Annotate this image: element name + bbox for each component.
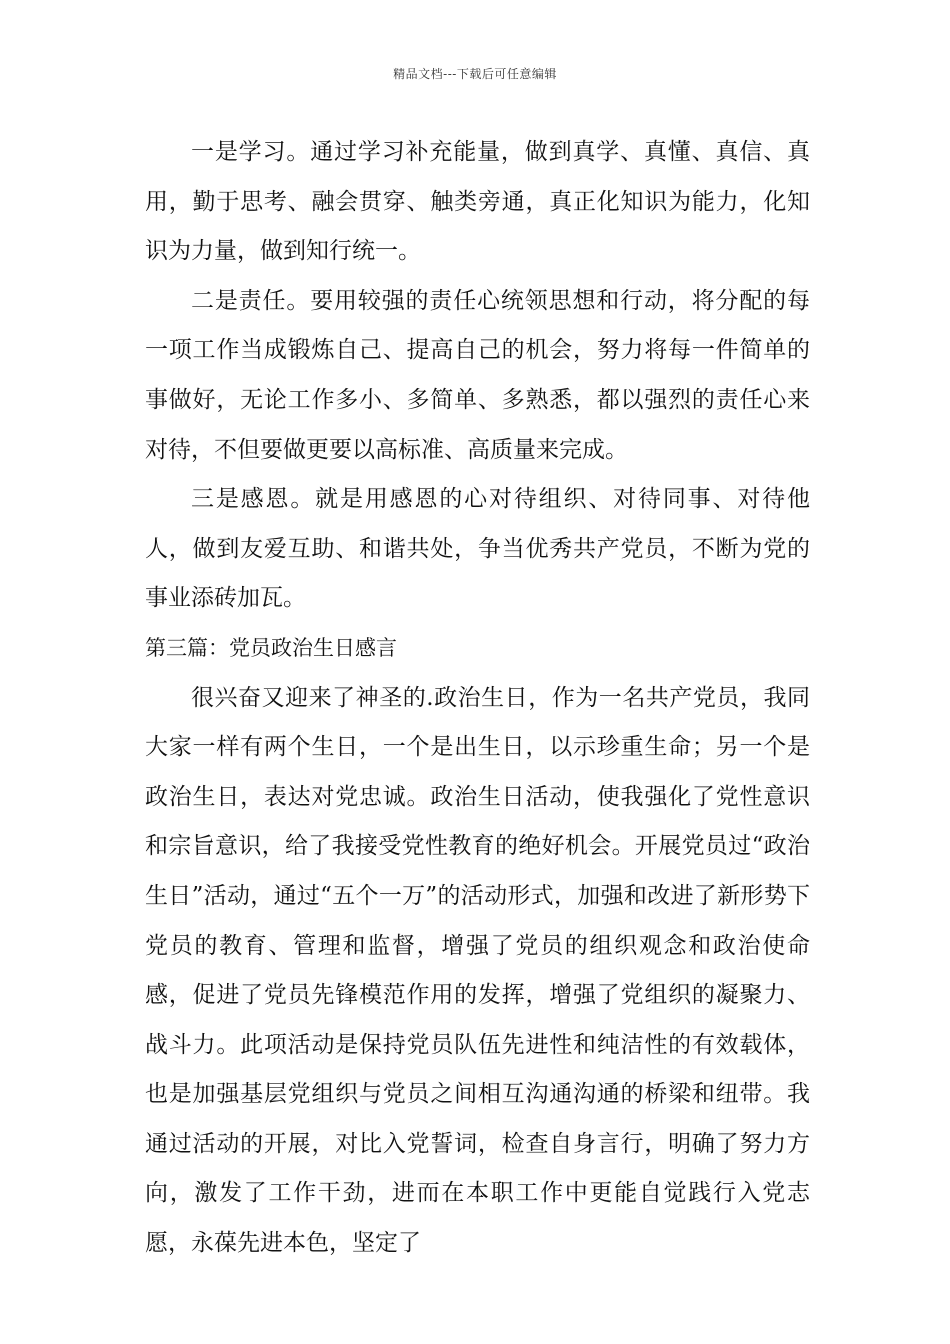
paragraph-gratitude: 三是感恩。就是用感恩的心对待组织、对待同事、对待他人，做到友爱互助、和谐共处，争当优秀共产党员，不断为党的事业添砖加瓦。 — [145, 486, 810, 612]
paragraph-political-birthday: 很兴奋又迎来了神圣的.政治生日，作为一名共产党员，我同大家一样有两个生日，一个是出生日，以示珍重生命；另一个是政治生日，表达对党忠诚。政治生日活动，使我强化了党性意识和宗旨意识，给了我接受党性教育的绝好机会。开展党员过“政治生日”活动，通过“五个一万”的活动形式，加强和改进了新形势下党员的教育、管理和监督，增强了党员的组织观念和政治使命感，促进了党员先锋模范作用的发挥，增强了党组织的凝聚力、战斗力。此项活动是保持党员队伍先进性和纯洁性的有效载体，也是加强基层党组织与党员之间相互沟通沟通的桥梁和纽带。我通过活动的开展，对比入党誓词，检查自身言行，明确了努力方向，激发了工作干劲，进而在本职工作中更能自觉践行入党志愿，永葆先进本色，坚定了 — [145, 684, 810, 1257]
document-body — [145, 128, 810, 1269]
page-header: 精品文档---下载后可任意编辑 — [393, 67, 557, 81]
paragraph-study: 一是学习。通过学习补充能量，做到真学、真懂、真信、真用，勤于思考、融会贯穿、触类旁通，真正化知识为能力，化知识为力量，做到知行统一。 — [145, 139, 810, 265]
paragraph-responsibility: 二是责任。要用较强的责任心统领思想和行动，将分配的每一项工作当成锻炼自己、提高自己的机会，努力将每一件简单的事做好，无论工作多小、多简单、多熟悉，都以强烈的责任心来对待，不但要做更要以高标准、高质量来完成。 — [145, 287, 810, 463]
section-title: 第三篇：党员政治生日感言 — [145, 635, 397, 660]
